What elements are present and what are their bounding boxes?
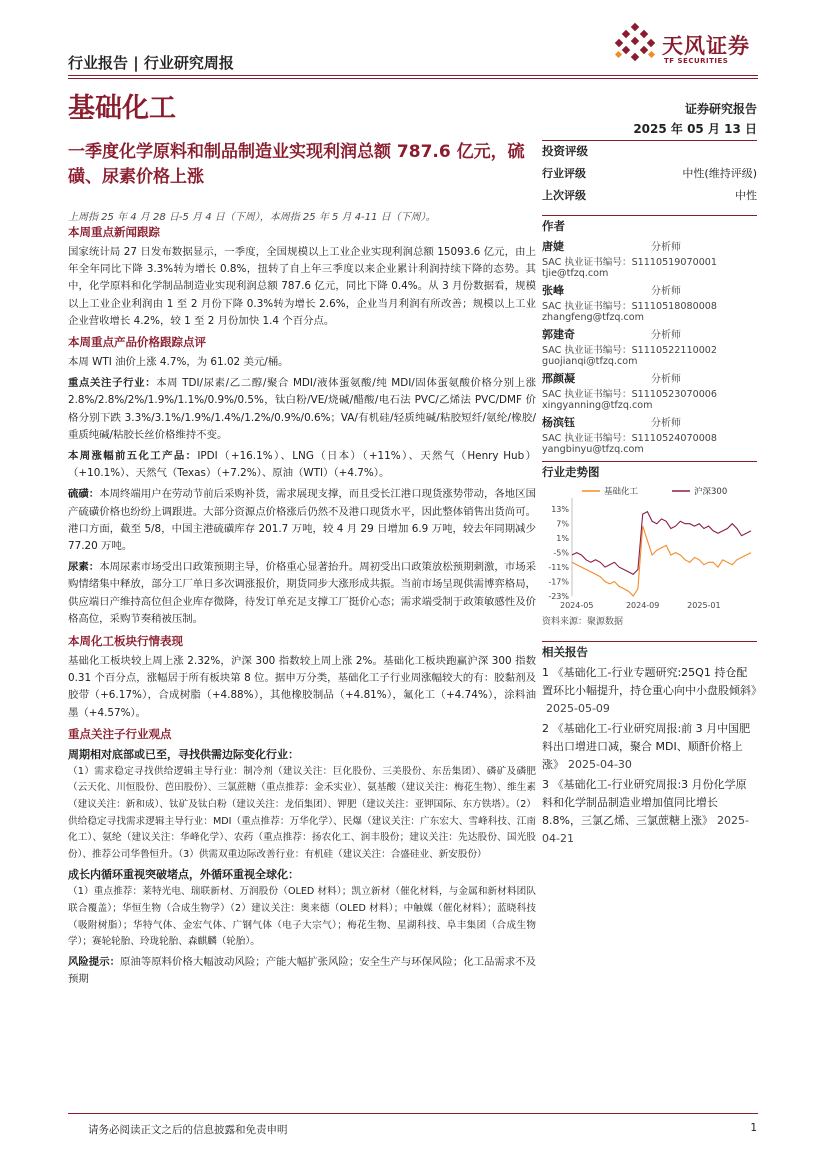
report-title: 一季度化学原料和制品制造业实现利润总额 787.6 亿元，硫磺、尿素价格上涨 [68, 142, 525, 187]
paragraph-body: 本周尿素市场受出口政策预期主导，价格重心显著抬升。周初受出口政策放松预期刺激，市场采购情绪集中释放，部分工厂单日多次调涨报价，期货同步大涨形成共振。当前市场呈现供需博弈格局，供应端日产维持高位但企业库存微降，待发订单充足支撑工厂挺价心态；需求端受制于政策敏感性及价格高位，采购节奏稍被压制。 [68, 561, 536, 625]
author-role: 分析师 [651, 242, 681, 253]
sidebar-rule [542, 215, 757, 216]
logo-subtext: TF SECURITIES [664, 57, 729, 65]
section-heading-focus: 重点关注子行业观点 [68, 726, 172, 741]
paragraph-body: 本周 TDI/尿素/乙二醇/聚合 MDI/液体蛋氨酸/纯 MDI/固体蛋氨酸价格分别上涨 2.8%/2.8%/2%/1.9%/1.1%/0.9%/0.5%，钛白粉/VE/烧碱/醋酸/电石法 PVC/乙烯法 PVC/DMF 价格分别下跌 3.3%/3.1%/1.9%/1.4%/1.2%/0.9%/0.6%；VA/有机硅/轻质纯碱/粘胶短纤/氨纶/橡胶/重质纯碱/粘胶长丝价格维持不变。 [68, 377, 536, 441]
legend-label: 沪深300 [694, 487, 728, 497]
header-rule [68, 75, 758, 76]
sulfur-paragraph [68, 486, 536, 555]
paragraph-body: IPDI（+16.1%）、LNG（日本）（+11%）、天然气（Henry Hub）（+10.1%）、天然气（Texas）（+7.2%）、原油（WTI）（+4.7%）。 [68, 450, 536, 480]
rating-heading: 投资评级 [542, 144, 588, 158]
author-name: 唐婕 [542, 240, 564, 253]
author-email[interactable]: xingyanning@tfzq.com [542, 400, 653, 411]
author-entry [542, 326, 757, 367]
price-paragraph-2 [68, 375, 536, 444]
section-heading-board: 本周化工板块行情表现 [68, 634, 183, 649]
author-entry [542, 370, 757, 411]
legend-label: 基础化工 [604, 487, 639, 497]
sidebar-rule [542, 140, 757, 141]
related-report-item[interactable] [542, 776, 757, 848]
lead-label: 重点关注子行业： [68, 377, 157, 390]
focus-paragraph-1: （1）需求稳定寻找供给逻辑主导行业：制冷剂（建议关注：巨化股份、三美股份、东岳集团）、磷矿及磷肥（云天化、川恒股份、芭田股份）、三氯蔗糖（重点推荐：金禾实业）、氨基酸（建议关注：梅花生物）、维生素（建议关注：新和成）、钛矿及钛白粉（建议关注：龙佰集团）、钾肥（建议关注：亚钾国际、东方铁塔）。（2）供给稳定寻找需求逻辑主导行业：MDI（重点推荐：万华化学）、民爆（建议关注：广东宏大、雪峰科技、江南化工）、氨纶（建议关注：华峰化学）、农药（重点推荐：扬农化工、润丰股份；建议关注：先达股份、国光股份）、推荐公司华鲁恒升。（3）供需双重边际改善行业：有机硅（建议关注：合盛硅业、新安股份） [68, 765, 536, 860]
footer-rule [68, 1113, 758, 1114]
trend-heading: 行业走势图 [542, 465, 600, 479]
board-paragraph: 基础化工板块较上周上涨 2.32%，沪深 300 指数较上周上涨 2%。基础化工板块跑赢沪深 300 指数 0.31 个百分点，涨幅居于所有板块第 8 位。据申万分类，基础化工子行业周涨幅较大的有：胶黏剂及胶带（+6.17%），合成树脂（+4.88%），其他橡胶制品（+4.81%），氟化工（+4.74%），涂料油墨（+4.57%）。 [68, 655, 536, 719]
focus-subheading-2: 成长内循环重视突破堵点，外循环重视全球化： [68, 868, 299, 882]
related-report-item[interactable] [542, 664, 762, 718]
sidebar-rule [542, 461, 757, 462]
risk-paragraph [68, 954, 536, 988]
sidebar-rule [542, 641, 757, 642]
header-rule-2 [68, 78, 758, 79]
author-name: 张峰 [542, 284, 564, 297]
related-report-date: 2025-04-21 [542, 814, 749, 845]
author-email[interactable]: zhangfeng@tfzq.com [542, 312, 645, 323]
disclaimer-text: 请务必阅读正文之后的信息披露和免责申明 [88, 1124, 288, 1136]
report-date: 2025 年 05 月 13 日 [633, 122, 757, 136]
y-tick-label: 13% [551, 505, 569, 515]
x-tick-label: 2024-09 [625, 601, 660, 610]
y-tick-label: -17% [548, 577, 569, 587]
y-tick-label: 7% [556, 519, 569, 529]
author-name: 郭建奇 [542, 328, 575, 341]
author-email[interactable]: tjie@tfzq.com [542, 268, 609, 279]
author-email[interactable]: yangbinyu@tfzq.com [542, 444, 644, 455]
tf-securities-logo [612, 22, 762, 70]
author-list [542, 238, 757, 455]
industry-name: 基础化工 [68, 93, 176, 124]
urea-paragraph [68, 559, 536, 628]
related-report-date: 2025-04-30 [568, 758, 632, 771]
week-note: 上周指 25 年 4 月 28 日-5 月 4 日（下周），本周指 25 年 5 月 4-11 日（下周）。 [68, 212, 436, 223]
related-report-item[interactable] [542, 720, 757, 774]
logo-text: 天风证券 [662, 34, 750, 58]
author-entry [542, 238, 757, 279]
news-paragraph: 国家统计局 27 日发布数据显示，一季度，全国规模以上工业企业实现利润总额 15093.6 亿元，由上年全年同比下降 3.3%转为增长 0.8%，扭转了自上年三季度以来企业累计利润持续下降的态势。其中，化学原料和化学制品制造业实现利润总额 787.6 亿元，同比下降 0.4%。从 3 月份数据看，规模以上工业企业利润由 1 至 2 月份下降 0.3%转为增长 2.6%，企业当月利润有所改善；规模以上工业企业营收增长 4.2%，较 1 至 2 月份加快 1.4 个百分点。 [68, 246, 536, 327]
authors-heading: 作者 [542, 219, 565, 233]
focus-subheading-1: 周期相对底部或已至，寻找供需边际变化行业： [68, 747, 299, 761]
paragraph-body: 本周终端用户在劳动节前后采购补货，需求展现支撑，而且受长江港口现货涨势带动，各地区国产硫磺价格也纷纷上调跟进。大部分资源点价格涨后仍然不及港口现货水平，因此整体销售出货尚可。港口方面，截至 5/8，中国主港硫磺库存 201.7 万吨，较 4 月 29 日增加 6.9 万吨，较去年同期减少 77.20 万吨。 [68, 488, 536, 553]
lead-label: 硫磺： [68, 488, 100, 501]
related-heading: 相关报告 [542, 645, 588, 659]
author-email[interactable]: guojianqi@tfzq.com [542, 356, 638, 367]
report-category: 行业报告 | 行业研究周报 [68, 54, 234, 72]
section-heading-news: 本周重点新闻跟踪 [68, 225, 160, 239]
author-sac-number: SAC 执业证书编号：S1110524070008 [542, 433, 718, 444]
x-tick-label: 2025-01 [687, 601, 721, 610]
last-rating-row [542, 187, 757, 203]
section-heading-price: 本周重点产品价格跟踪点评 [68, 335, 206, 350]
author-sac-number: SAC 执业证书编号：S1110519070001 [542, 257, 718, 268]
author-entry [542, 414, 757, 455]
report-type: 证券研究报告 [684, 102, 757, 116]
industry-rating-row [542, 165, 757, 181]
author-entry [542, 282, 757, 323]
y-tick-label: -23% [548, 592, 569, 601]
price-paragraph-3 [68, 448, 536, 482]
author-role: 分析师 [651, 418, 681, 429]
industry-trend-chart [542, 484, 757, 612]
author-name: 邢颜凝 [542, 372, 575, 385]
sidebar [542, 140, 762, 848]
related-report-title[interactable]: 1 《基础化工-行业专题研究:25Q1 持仓配置环比小幅提升，持仓重心向中小盘股倾斜》 [542, 666, 762, 697]
y-tick-label: -11% [548, 563, 569, 573]
related-report-date: 2025-05-09 [546, 702, 610, 715]
author-name: 杨滨钰 [542, 416, 575, 429]
rating-value: 中性(维持评级) [682, 167, 757, 180]
y-tick-label: -5% [553, 548, 569, 558]
lead-label: 风险提示： [68, 955, 121, 968]
author-role: 分析师 [651, 330, 681, 341]
last-rating-value: 中性 [735, 189, 757, 202]
lead-label: 尿素： [68, 561, 100, 574]
last-rating-label: 上次评级 [542, 189, 586, 202]
price-paragraph-1: 本周 WTI 油价上涨 4.7%，为 61.02 美元/桶。 [68, 356, 289, 369]
focus-paragraph-2: （1）重点推荐：莱特光电、瑞联新材、万润股份（OLED 材料）；凯立新材（催化材料，与金属和新材料团队联合覆盖）；华恒生物（合成生物学）（2）建议关注：奥来德（OLED 材料）；中触媒（催化材料）；蓝晓科技（吸附树脂）；华特气体、金宏气体、广钢气体（电子大宗气）；梅花生物、星湖科技、阜丰集团（合成生物学）；赛轮轮胎、玲珑轮胎、森麒麟（轮胎）。 [68, 886, 536, 948]
author-role: 分析师 [651, 286, 681, 297]
related-report-title[interactable]: 2 《基础化工-行业研究周报:前 3 月中国肥料出口增进口减，聚合 MDI、顺酐价格上涨》 [542, 722, 751, 771]
author-role: 分析师 [651, 374, 681, 385]
chart-source: 资料来源：聚源数据 [542, 617, 624, 627]
rating-label: 行业评级 [542, 167, 586, 180]
author-sac-number: SAC 执业证书编号：S1110523070006 [542, 389, 718, 400]
y-tick-label: 1% [556, 534, 569, 544]
author-sac-number: SAC 执业证书编号：S1110522110002 [542, 345, 718, 356]
lead-label: 本周涨幅前五化工产品： [68, 450, 198, 463]
related-report-list [542, 664, 762, 848]
series-line [572, 512, 751, 575]
author-sac-number: SAC 执业证书编号：S1110518080008 [542, 301, 718, 312]
logo-mark-icon [612, 22, 658, 68]
x-tick-label: 2024-05 [559, 601, 594, 610]
related-report-title[interactable]: 3 《基础化工-行业研究周报:3 月份化学原料和化学制品制造业增加值同比增长 8.8%，三氯乙烯、三氯蔗糖上涨》 [542, 778, 747, 827]
page-number: 1 [750, 1122, 757, 1134]
paragraph-body: 原油等原料价格大幅波动风险；产能大幅扩张风险；安全生产与环保风险；化工品需求不及预期 [68, 955, 537, 986]
main-column [68, 224, 536, 988]
